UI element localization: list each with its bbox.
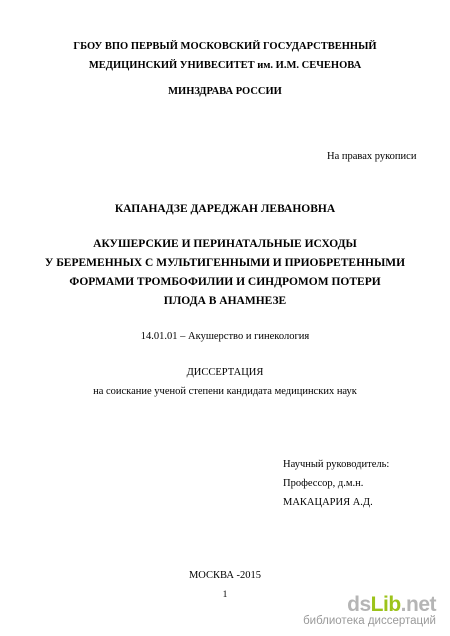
degree-line: на соискание ученой степени кандидата медицинских наук: [93, 386, 357, 397]
watermark-logo-lib: Lib: [370, 593, 401, 617]
title-line-3: ФОРМАМИ ТРОМБОФИЛИИ И СИНДРОМОМ ПОТЕРИ: [69, 276, 381, 288]
work-type: ДИССЕРТАЦИЯ: [186, 367, 264, 378]
dslib-watermark: [303, 594, 436, 628]
watermark-caption: библиотека диссертаций: [303, 615, 436, 628]
supervisor-title: Профессор, д.м.н.: [283, 478, 364, 489]
supervisor-label: Научный руководитель:: [283, 459, 390, 470]
title-line-2: У БЕРЕМЕННЫХ С МУЛЬТИГЕННЫМИ И ПРИОБРЕТЕННЫМИ: [44, 257, 406, 269]
watermark-logo-net: .net: [400, 593, 436, 617]
title-line-1: АКУШЕРСКИЕ И ПЕРИНАТАЛЬНЫЕ ИСХОДЫ: [93, 238, 357, 250]
manuscript-note: На правах рукописи: [327, 151, 417, 162]
watermark-logo: [303, 594, 436, 615]
supervisor-name: МАКАЦАРИЯ А.Д.: [283, 497, 373, 508]
author-name: КАПАНАДЗЕ ДАРЕДЖАН ЛЕВАНОВНА: [114, 203, 336, 215]
specialty-line: 14.01.01 – Акушерство и гинекология: [140, 331, 310, 342]
watermark-logo-ds: ds: [347, 593, 371, 617]
page-number: 1: [222, 590, 228, 600]
title-line-4: ПЛОДА В АНАМНЕЗЕ: [163, 295, 287, 307]
ministry-line: МИНЗДРАВА РОССИИ: [168, 86, 282, 97]
institution-line-2: МЕДИЦИНСКИЙ УНИВЕСИТЕТ им. И.М. СЕЧЕНОВА: [88, 60, 362, 71]
place-year: МОСКВА -2015: [188, 570, 262, 581]
institution-line-1: ГБОУ ВПО ПЕРВЫЙ МОСКОВСКИЙ ГОСУДАРСТВЕННЫЙ: [73, 41, 377, 52]
